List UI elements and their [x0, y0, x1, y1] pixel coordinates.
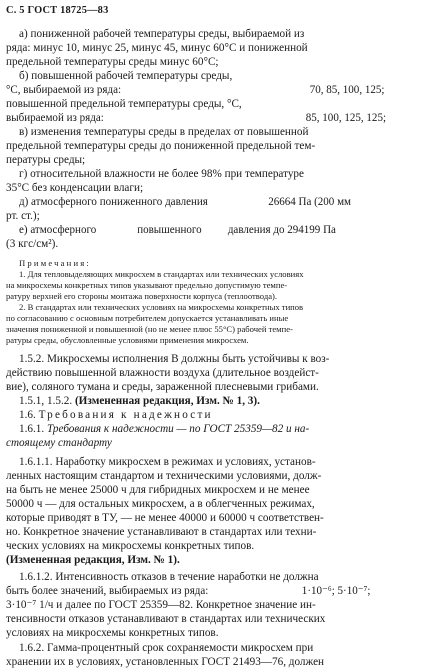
value-list: 70, 85, 100, 125; [309, 84, 385, 96]
text-line: повышенной предельной температуры среды, °C, [6, 98, 242, 110]
text-line: 1.6.1.1. Наработку микросхем в режимах и условиях, установ- [19, 456, 316, 468]
text-line: ческих условиях на микросхемы конкретных типов. [6, 540, 255, 552]
note-line: по согласованию с основным потребителем допускается устанавливать иные [6, 313, 289, 323]
text-line [19, 224, 416, 237]
text-line [6, 112, 416, 125]
text-line: 50000 ч — для остальных микросхем, а в облегченных режимах, [6, 498, 315, 510]
text-line: а) пониженной рабочей температуры среды, выбираемой из [19, 28, 305, 40]
text-line: предельной температуры среды до пониженной предельной тем- [6, 140, 316, 152]
text-line: действию повышенной влажности воздуха (длительное воздейст- [6, 367, 319, 379]
text-fragment: повышенного [137, 224, 202, 236]
text-line: тенсивности отказов устанавливают в стандартах или технических [6, 613, 326, 625]
text-fragment: е) атмосферного [19, 224, 97, 236]
text-line: условиях на микросхемы конкретных типов. [6, 627, 219, 639]
text-line [19, 196, 416, 209]
note-line: ратуры среды, обусловленные условиями применения микросхем. [6, 335, 249, 345]
text-line: г) относительной влажности не более 98% при температуре [19, 168, 304, 180]
text-line: 3·10⁻⁷ 1/ч и далее по ГОСТ 25359—82. Конкретное значение ин- [6, 599, 316, 611]
text-fragment: д) атмосферного пониженного давления [19, 196, 208, 208]
amendment-note: (Измененная редакция, Изм. № 1). [6, 554, 180, 566]
section-heading [19, 409, 213, 422]
text-line: рт. ст.); [6, 210, 40, 222]
note-line: ратуру верхней его стороны монтажа поверхности корпуса (теплоотвода). [6, 291, 278, 301]
page-number: С. 5 [6, 5, 25, 16]
text-line: ленных настоящим стандартом и техническими условиями, долж- [6, 470, 322, 482]
text-fragment: 26664 Па (200 мм [268, 196, 352, 208]
text-line: 35°C без конденсации влаги; [6, 182, 144, 194]
note-line: 2. В стандартах или технических условиях на микросхемы конкретных типов [19, 302, 304, 312]
text-line: ряда: минус 10, минус 25, минус 45, минус 60°C и пониженной [6, 42, 308, 54]
text-line: б) повышенной рабочей температуры среды, [19, 70, 233, 82]
text-fragment: выбираемой из ряда: [6, 112, 104, 124]
text-line: но. Конкретное значение устанавливают в стандартах или техни- [6, 526, 317, 538]
text-line [6, 84, 416, 97]
note-line: 1. Для тепловыделяющих микросхем в стандартах или технических условиях [19, 269, 304, 279]
standard-designation: ГОСТ 18725—83 [27, 5, 109, 16]
text-line: пературы среды; [6, 154, 86, 166]
text-line: в) изменения температуры среды в пределах от повышенной [19, 126, 309, 138]
text-line [19, 423, 309, 436]
text-line: 1.6.1.2. Интенсивность отказов в течение наработки не должна [19, 571, 319, 583]
text-line [19, 395, 260, 408]
text-line: на быть не менее 25000 ч для гибридных микросхем и не менее [6, 484, 310, 496]
clause-number: 1.6.1. [19, 423, 45, 435]
value-list: 85, 100, 125, 125; [305, 112, 387, 124]
notes-heading: Примечания: [19, 258, 92, 268]
text-line: вие), соляного тумана и среды, зараженной плесневыми грибами. [6, 381, 319, 393]
text-line: 1.6.2. Гамма-процентный срок сохраняемости микросхем при [19, 642, 314, 654]
text-fragment: быть более значений, выбираемых из ряда: [6, 585, 209, 597]
note-line: на микросхемы конкретных типов указывают предельно допустимую темпе- [6, 280, 288, 290]
clause-number: 1.5.1, 1.5.2. [19, 395, 73, 407]
text-line: которые приводят в ТУ, — не менее 40000 и 60000 ч соответствен- [6, 512, 324, 524]
text-line: стоящему стандарту [6, 437, 112, 449]
text-line: (3 кгс/см²). [6, 238, 59, 250]
text-line [6, 585, 416, 598]
amendment-note: (Измененная редакция, Изм. № 1, 3). [74, 395, 260, 407]
section-title: Требования к надежности [38, 409, 213, 421]
text-fragment: давления до 294199 Па [227, 224, 336, 236]
note-line: значения пониженной и повышенной (но не менее плюс 55°C) рабочей темпе- [6, 324, 293, 334]
page-header [6, 4, 108, 17]
text-fragment: °C, выбираемой из ряда: [6, 84, 122, 96]
text-line: 1.5.2. Микросхемы исполнения В должны быть устойчивы к воз- [19, 353, 330, 365]
section-number: 1.6. [19, 409, 36, 421]
value-list: 1·10⁻⁶; 5·10⁻⁷; [301, 585, 371, 597]
text-line: предельной температуры среды минус 60°C; [6, 56, 219, 68]
clause-title: Требования к надежности — по ГОСТ 25359—82 и на- [46, 423, 310, 435]
text-line: хранении их в условиях, установленных ГОСТ 21493—76, должен [6, 656, 325, 668]
